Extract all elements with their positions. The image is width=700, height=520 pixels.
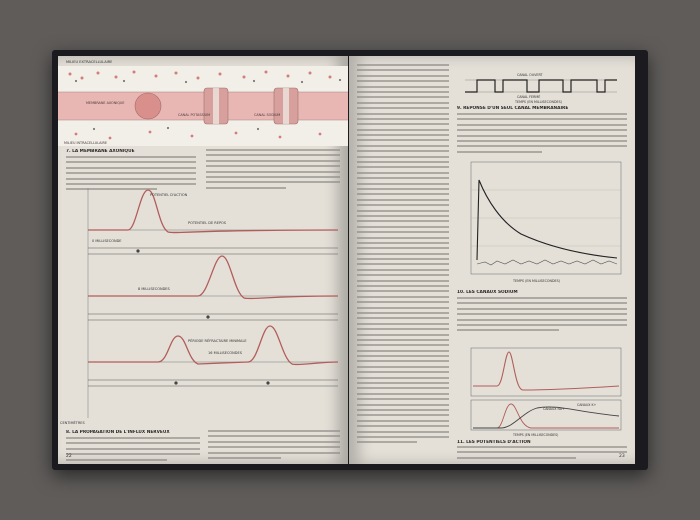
fig8-text-col2 — [208, 430, 340, 462]
right-page-number: 23 — [619, 454, 625, 459]
propagation-figure — [58, 186, 348, 426]
fig11-caption: 11. LES POTENTIELS D'ACTION — [457, 440, 531, 445]
single-channel-trace — [457, 70, 627, 104]
right-page — [349, 56, 635, 464]
fig10-text — [457, 297, 627, 335]
svg-text:CANAL POTASSIUM: CANAL POTASSIUM — [178, 113, 211, 117]
right-text-col1 — [357, 64, 449, 447]
svg-text:POTENTIEL DE REPOS: POTENTIEL DE REPOS — [188, 221, 227, 225]
fig11-text — [457, 446, 627, 462]
svg-text:MILIEU INTRACELLULAIRE: MILIEU INTRACELLULAIRE — [64, 141, 107, 145]
svg-text:CANAL OUVERT: CANAL OUVERT — [517, 73, 543, 77]
svg-text:CANAUX Na+: CANAUX Na+ — [543, 407, 565, 411]
svg-text:0 MILLISECONDE: 0 MILLISECONDE — [92, 239, 122, 243]
svg-text:TEMPS (EN MILLISECONDES): TEMPS (EN MILLISECONDES) — [513, 279, 560, 283]
svg-text:PÉRIODE RÉFRACTAIRE MINIMALE: PÉRIODE RÉFRACTAIRE MINIMALE — [188, 339, 247, 343]
fig7-caption: 7. LA MEMBRANE AXONIQUE — [66, 149, 135, 154]
svg-text:CENTIMÈTRES: CENTIMÈTRES — [60, 421, 85, 425]
svg-text:TEMPS (EN MILLISECONDES): TEMPS (EN MILLISECONDES) — [515, 100, 562, 104]
fig9-caption: 9. RÉPONSE D'UN SEUL CANAL MEMBRANAIRE — [457, 106, 569, 111]
svg-text:8 MILLISECONDES: 8 MILLISECONDES — [138, 287, 170, 291]
svg-text:16 MILLISECONDES: 16 MILLISECONDES — [208, 351, 242, 355]
left-page-number: 22 — [66, 454, 72, 459]
fig8-caption: 8. LA PROPAGATION DE L'INFLUX NERVEUX — [66, 430, 170, 435]
fig10-caption: 10. LES CANAUX SODIUM — [457, 290, 518, 295]
left-page-header: MILIEU EXTRACELLULAIRE — [66, 60, 113, 64]
membrane-label: MEMBRANE AXONIQUE — [86, 101, 125, 105]
svg-text:CANAUX K+: CANAUX K+ — [577, 403, 597, 407]
membrane-illustration — [58, 66, 348, 146]
svg-text:POTENTIEL D'ACTION: POTENTIEL D'ACTION — [150, 193, 188, 197]
action-potential-chart — [457, 346, 627, 438]
fig8-text-col1 — [66, 437, 200, 464]
svg-text:CANAL SODIUM: CANAL SODIUM — [254, 113, 281, 117]
svg-text:CANAL FERMÉ: CANAL FERMÉ — [517, 95, 541, 99]
left-page — [58, 56, 348, 464]
fig9-text — [457, 113, 627, 156]
sodium-current-chart — [457, 160, 627, 286]
svg-text:TEMPS (EN MILLISECONDES): TEMPS (EN MILLISECONDES) — [513, 433, 559, 437]
